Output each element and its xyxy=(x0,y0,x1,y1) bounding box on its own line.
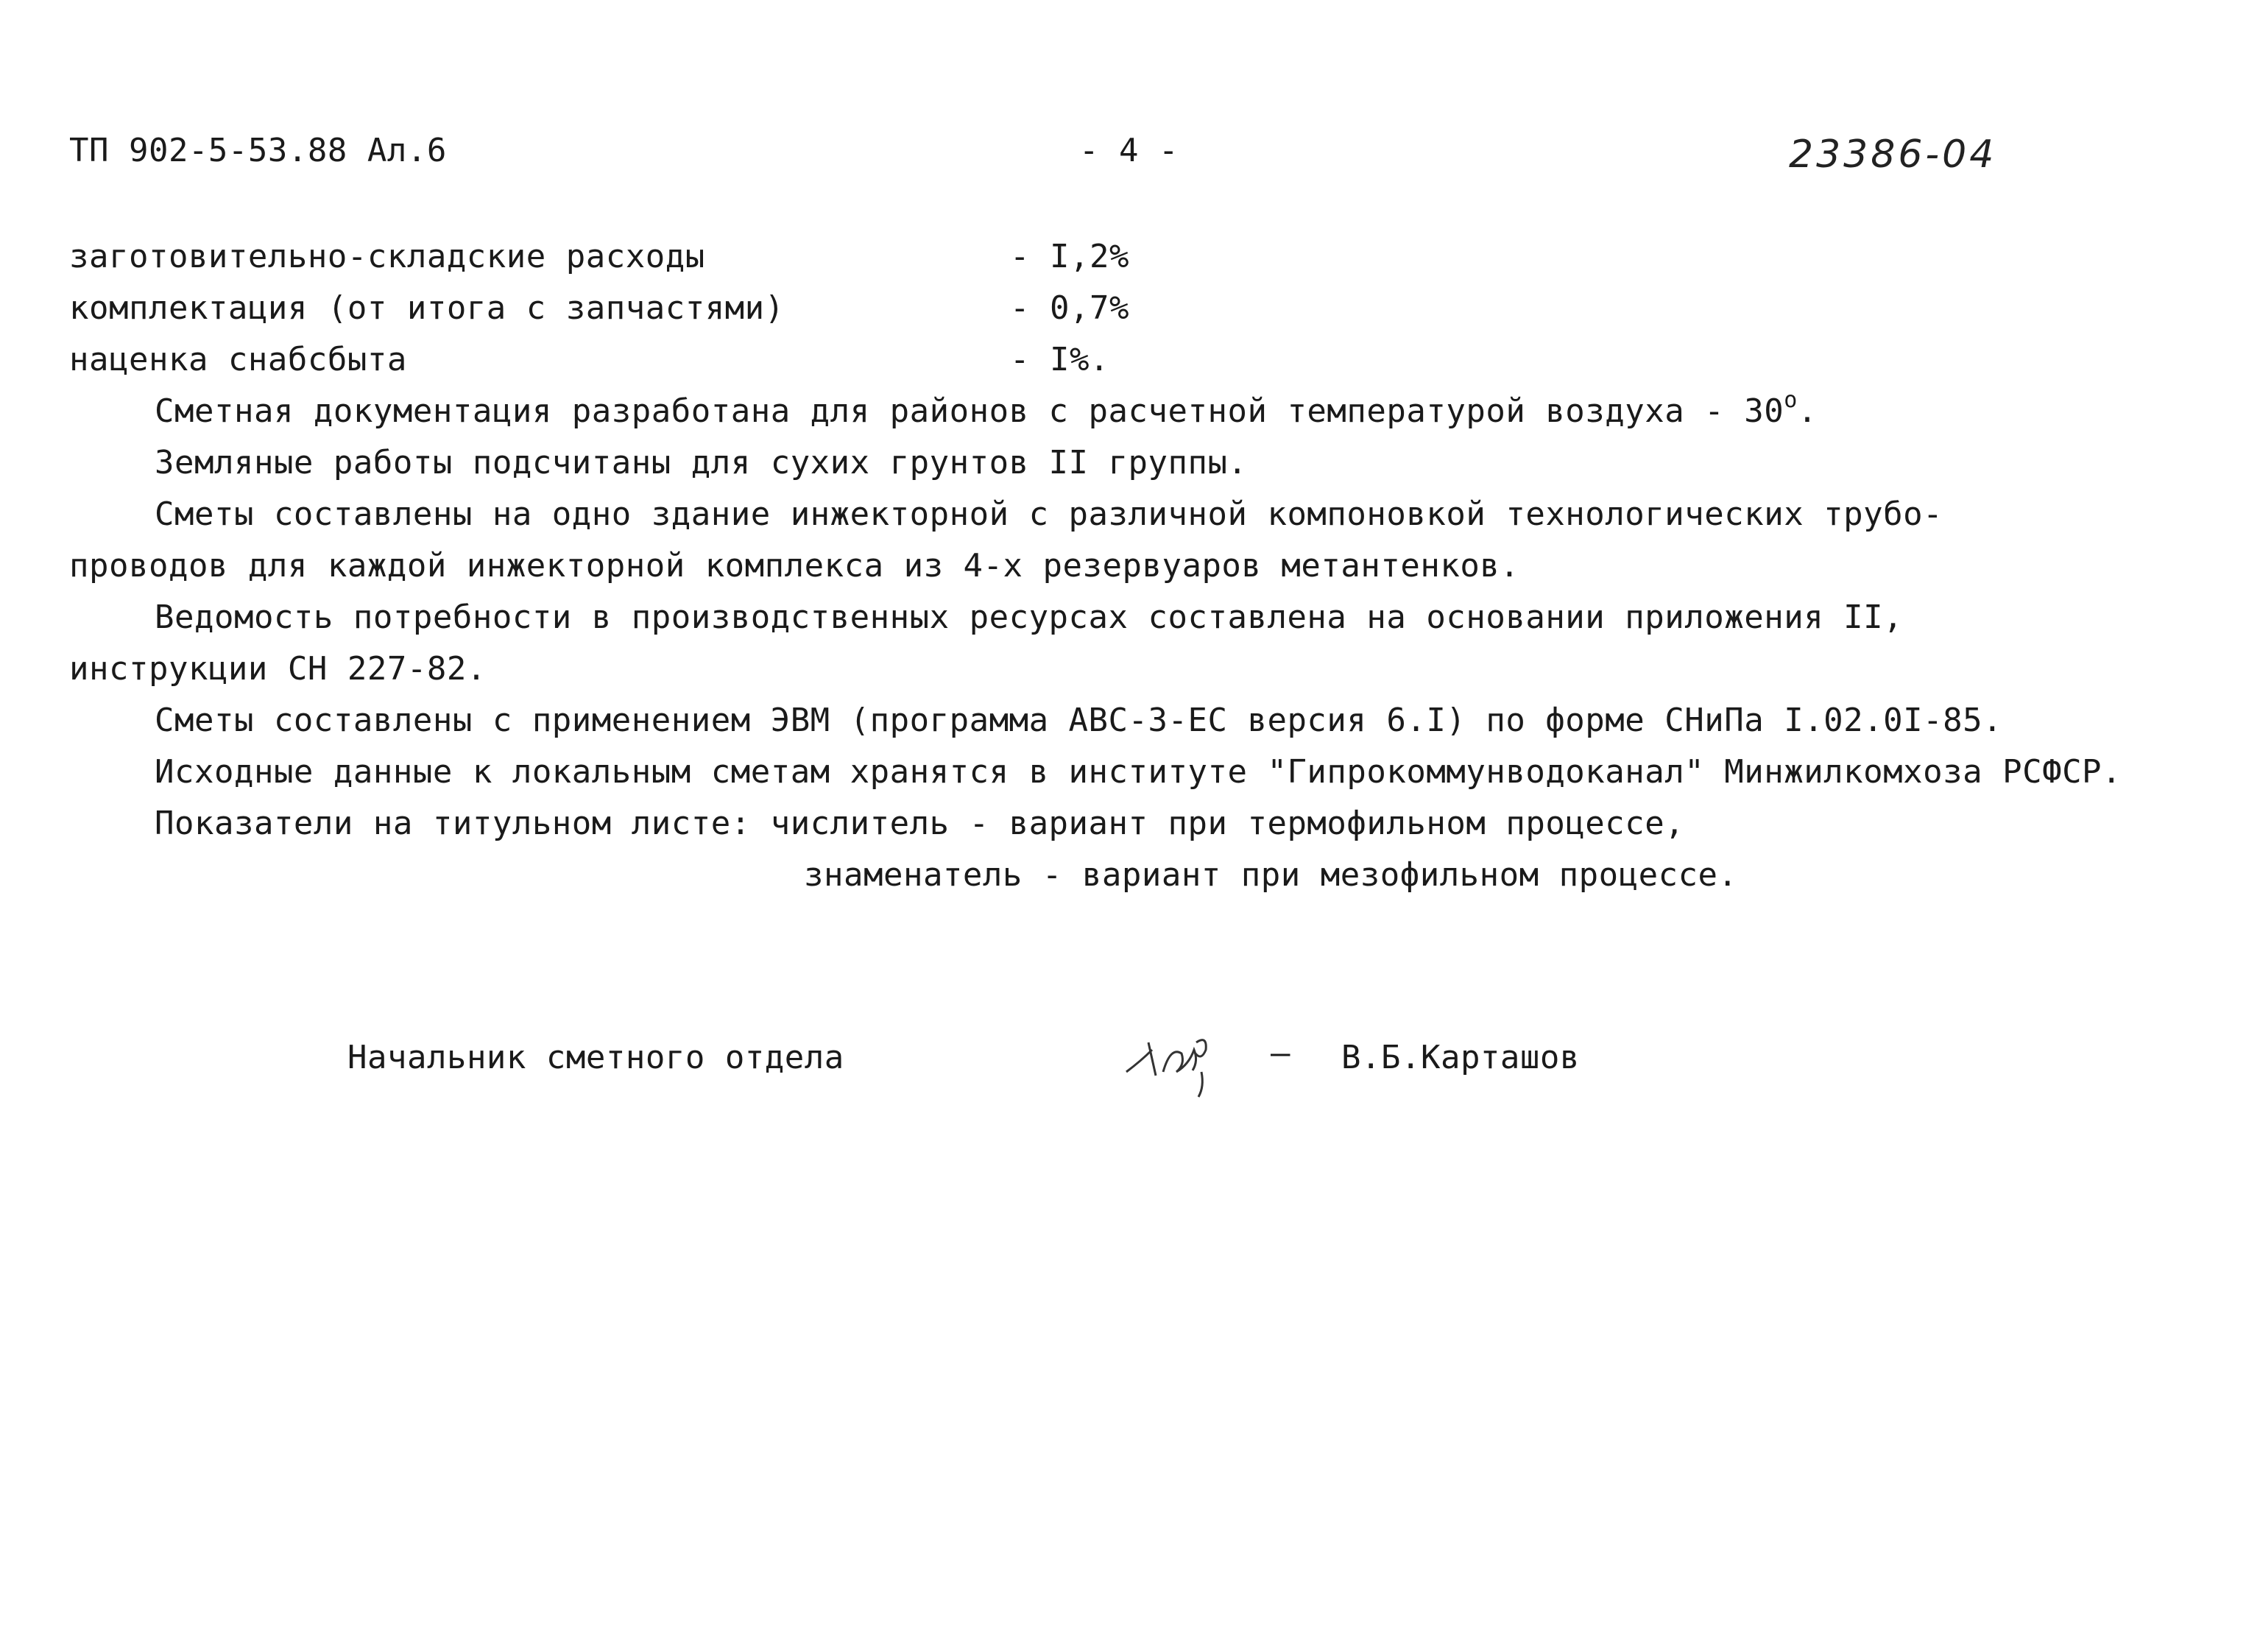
paragraph-source-data: Исходные данные к локальным сметам хранятся в институте "Гипрокоммунводоканал" Минжилкомхоза РСФСР. xyxy=(155,753,2122,791)
paragraph-temperature xyxy=(155,386,1818,437)
paragraph-indicators-line2: знаменатель - вариант при мезофильном процессе. xyxy=(804,856,1738,894)
rate-label-markup: наценка снабсбыта xyxy=(69,341,407,378)
rate-label-completion: комплектация (от итога с запчастями) xyxy=(69,289,785,327)
signatory-position: Начальник сметного отдела xyxy=(347,1039,844,1076)
rate-value-markup: - I%. xyxy=(1010,341,1109,378)
paragraph-temperature-end: . xyxy=(1797,392,1818,430)
rate-label-storage: заготовительно-складские расходы xyxy=(69,238,705,275)
signatory-name: В.Б.Карташов xyxy=(1341,1039,1580,1076)
paragraph-temperature-text: Сметная документация разработана для районов с расчетной температурой воздуха - 30 xyxy=(155,392,1784,430)
paragraph-indicators-line1: Показатели на титульном листе: числитель - вариант при термофильном процессе, xyxy=(155,805,1685,842)
page-number: - 4 - xyxy=(1079,132,1179,169)
rate-value-storage: - I,2% xyxy=(1010,238,1129,275)
paragraph-earthworks: Земляные работы подсчитаны для сухих грунтов II группы. xyxy=(155,444,1248,481)
degree-sign: о xyxy=(1784,387,1798,413)
doc-code: ТП 902-5-53.88 Ал.6 xyxy=(69,132,447,169)
signature-dash: — xyxy=(1271,1034,1290,1072)
rate-value-completion: - 0,7% xyxy=(1010,289,1129,327)
stamp-number: 23386-04 xyxy=(1789,133,1997,177)
handwritten-signature xyxy=(1119,1020,1259,1101)
paragraph-computer: Сметы составлены с применением ЭВМ (программа АВС-3-ЕС версия 6.I) по форме СНиПа I.02.0I-85. xyxy=(155,702,2003,739)
paragraph-resources-line2: инструкции СН 227-82. xyxy=(69,650,487,688)
paragraph-resources-line1: Ведомость потребности в производственных ресурсах составлена на основании приложения II, xyxy=(155,599,1904,636)
paragraph-estimates-line2: проводов для каждой инжекторной комплекса из 4-х резервуаров метантенков. xyxy=(69,547,1520,585)
paragraph-estimates-line1: Сметы составлены на одно здание инжекторной с различной компоновкой технологических трубо- xyxy=(155,495,1943,533)
